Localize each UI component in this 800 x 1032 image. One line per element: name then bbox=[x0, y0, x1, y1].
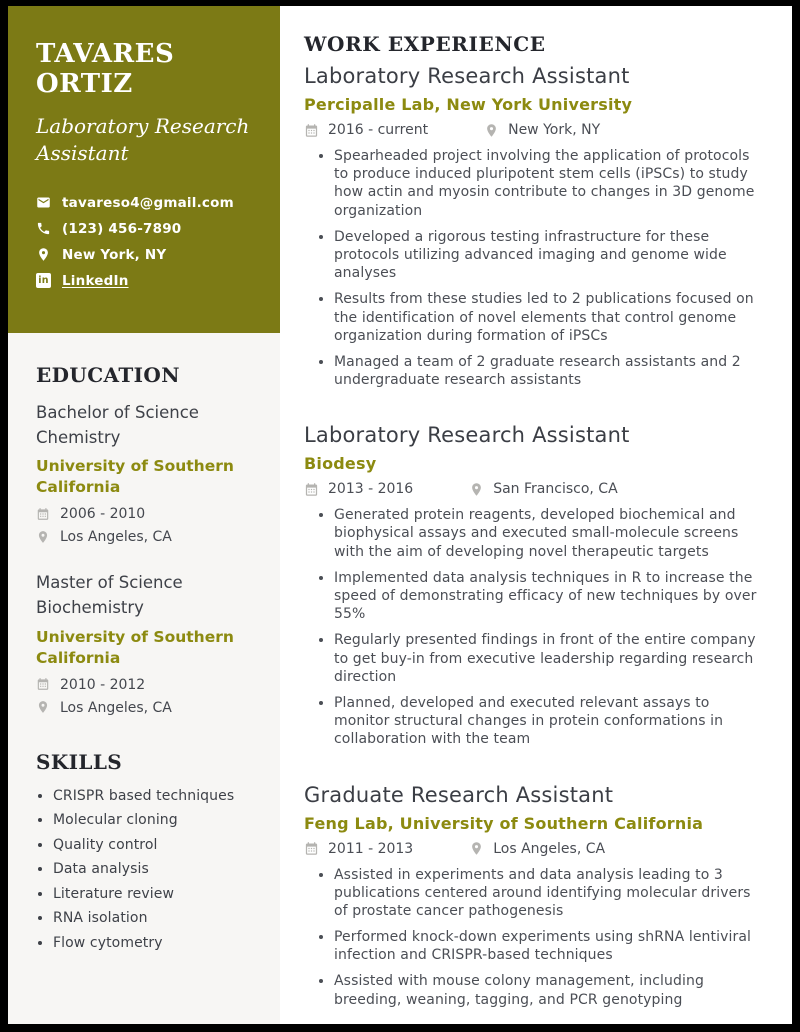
location-pin-icon bbox=[36, 247, 53, 262]
job-bullet: • Results from these studies led to 2 publications focused on the identification of novel elements that control genome organization during formation of iPSCs bbox=[334, 290, 758, 345]
job-dates-text: 2013 - 2016 bbox=[328, 481, 414, 498]
education-school: University of Southern California bbox=[36, 457, 234, 497]
contact-email bbox=[36, 195, 254, 211]
main-column bbox=[280, 6, 792, 1024]
job-location-text: New York, NY bbox=[508, 122, 601, 138]
education-dates-text: 2010 - 2012 bbox=[60, 676, 146, 693]
skill-item: • Flow cytometry bbox=[53, 935, 256, 951]
phone-icon bbox=[36, 221, 53, 236]
job-meta bbox=[304, 122, 758, 138]
location-pin-icon bbox=[36, 530, 52, 545]
job-entry bbox=[304, 423, 758, 748]
location-pin-icon bbox=[469, 841, 486, 856]
contact-email-text: tavareso4@gmail.com bbox=[62, 194, 234, 211]
job-dates-text: 2016 - current bbox=[328, 122, 429, 138]
education-location bbox=[36, 700, 256, 716]
education-dates bbox=[36, 677, 256, 693]
skill-item: • Data analysis bbox=[53, 861, 256, 877]
job-bullet: • Regularly presented findings in front of the entire company to get buy-in from executive leadership regarding research direction bbox=[334, 631, 758, 686]
job-dates-text: 2011 - 2013 bbox=[328, 840, 414, 857]
education-location bbox=[36, 529, 256, 545]
education-degree: Bachelor of Science bbox=[36, 402, 199, 422]
job-dates bbox=[304, 841, 413, 857]
job-bullet: • Generated protein reagents, developed biochemical and biophysical assays and executed small-molecule screens with the aim of developing novel therapeutic targets bbox=[334, 506, 758, 561]
job-bullet-list bbox=[304, 506, 758, 748]
contact-location bbox=[36, 247, 254, 263]
location-pin-icon bbox=[469, 482, 486, 497]
education-heading: EDUCATION bbox=[36, 362, 180, 387]
skill-item: • RNA isolation bbox=[53, 910, 256, 926]
job-entry bbox=[304, 783, 758, 1009]
location-pin-icon bbox=[36, 700, 52, 715]
sidebar-body bbox=[8, 333, 280, 959]
job-dates bbox=[304, 481, 413, 497]
sidebar-header bbox=[8, 6, 280, 333]
linkedin-link[interactable]: LinkedIn bbox=[62, 272, 129, 289]
job-meta bbox=[304, 481, 758, 497]
calendar-icon bbox=[304, 841, 321, 856]
job-location-text: Los Angeles, CA bbox=[493, 840, 606, 857]
person-name: TAVARES ORTIZ bbox=[36, 39, 175, 99]
linkedin-icon: in bbox=[36, 273, 53, 288]
job-company: Biodesy bbox=[304, 454, 377, 474]
contact-list bbox=[36, 195, 254, 289]
calendar-icon bbox=[36, 507, 52, 522]
skill-item: • Molecular cloning bbox=[53, 812, 256, 828]
job-company: Percipalle Lab, New York University bbox=[304, 95, 633, 114]
job-bullet-list bbox=[304, 866, 758, 1009]
job-bullet: • Implemented data analysis techniques in R to increase the speed of demonstrating efficacy of new techniques by over 55% bbox=[334, 569, 758, 624]
job-bullet-list bbox=[304, 147, 758, 389]
calendar-icon bbox=[36, 677, 52, 692]
job-meta bbox=[304, 841, 758, 857]
job-bullet: • Performed knock-down experiments using shRNA lentiviral infection and CRISPR-based techniques bbox=[334, 928, 758, 964]
job-bullet: • Assisted in experiments and data analysis leading to 3 publications centered around identifying molecular drivers of prostate cancer pathogenesis bbox=[334, 866, 758, 921]
job-title: Laboratory Research Assistant bbox=[304, 423, 630, 448]
education-degree: Master of Science bbox=[36, 573, 183, 593]
job-location-text: San Francisco, CA bbox=[493, 481, 618, 498]
contact-linkedin bbox=[36, 273, 254, 289]
education-location-text: Los Angeles, CA bbox=[60, 699, 172, 716]
job-title: Graduate Research Assistant bbox=[304, 782, 614, 807]
job-title: Laboratory Research Assistant bbox=[304, 64, 630, 88]
contact-location-text: New York, NY bbox=[62, 246, 167, 263]
job-bullet: • Developed a rigorous testing infrastructure for these protocols utilizing advanced imaging and genome wide analyses bbox=[334, 228, 758, 283]
job-bullet: • Managed a team of 2 graduate research assistants and 2 undergraduate research assistants bbox=[334, 353, 758, 389]
education-entry bbox=[36, 571, 256, 715]
job-entry bbox=[304, 64, 758, 389]
education-dates bbox=[36, 506, 256, 522]
education-dates-text: 2006 - 2010 bbox=[60, 506, 146, 523]
person-headline: Laboratory Research Assistant bbox=[36, 113, 250, 166]
calendar-icon bbox=[304, 482, 321, 497]
skills-list bbox=[36, 788, 256, 951]
job-bullet: • Planned, developed and executed relevant assays to monitor structural changes in protein conformations in collaboration with the team bbox=[334, 694, 758, 749]
job-dates bbox=[304, 122, 428, 138]
education-field: Biochemistry bbox=[36, 598, 144, 618]
skill-item: • Quality control bbox=[53, 837, 256, 853]
job-bullet: • Assisted with mouse colony management, including breeding, weaning, tagging, and PCR genotyping bbox=[334, 972, 758, 1008]
education-location-text: Los Angeles, CA bbox=[60, 529, 172, 546]
skill-item: • Literature review bbox=[53, 886, 256, 902]
education-entry bbox=[36, 401, 256, 545]
envelope-icon bbox=[36, 195, 53, 210]
education-school: University of Southern California bbox=[36, 627, 234, 667]
contact-phone-text: (123) 456-7890 bbox=[62, 220, 182, 237]
education-field: Chemistry bbox=[36, 427, 121, 447]
job-bullet: • Spearheaded project involving the application of protocols to produce induced pluripotent stem cells (iPSCs) to study how actin and myosin contribute to changes in 3D genome organization bbox=[334, 147, 758, 220]
skills-section bbox=[36, 750, 256, 951]
contact-phone bbox=[36, 221, 254, 237]
sidebar bbox=[8, 6, 280, 1024]
calendar-icon bbox=[304, 123, 321, 138]
skill-item: • CRISPR based techniques bbox=[53, 788, 256, 804]
location-pin-icon bbox=[484, 123, 501, 138]
job-company: Feng Lab, University of Southern California bbox=[304, 813, 704, 833]
work-experience-heading: WORK EXPERIENCE bbox=[304, 32, 546, 56]
skills-heading: SKILLS bbox=[36, 749, 123, 774]
